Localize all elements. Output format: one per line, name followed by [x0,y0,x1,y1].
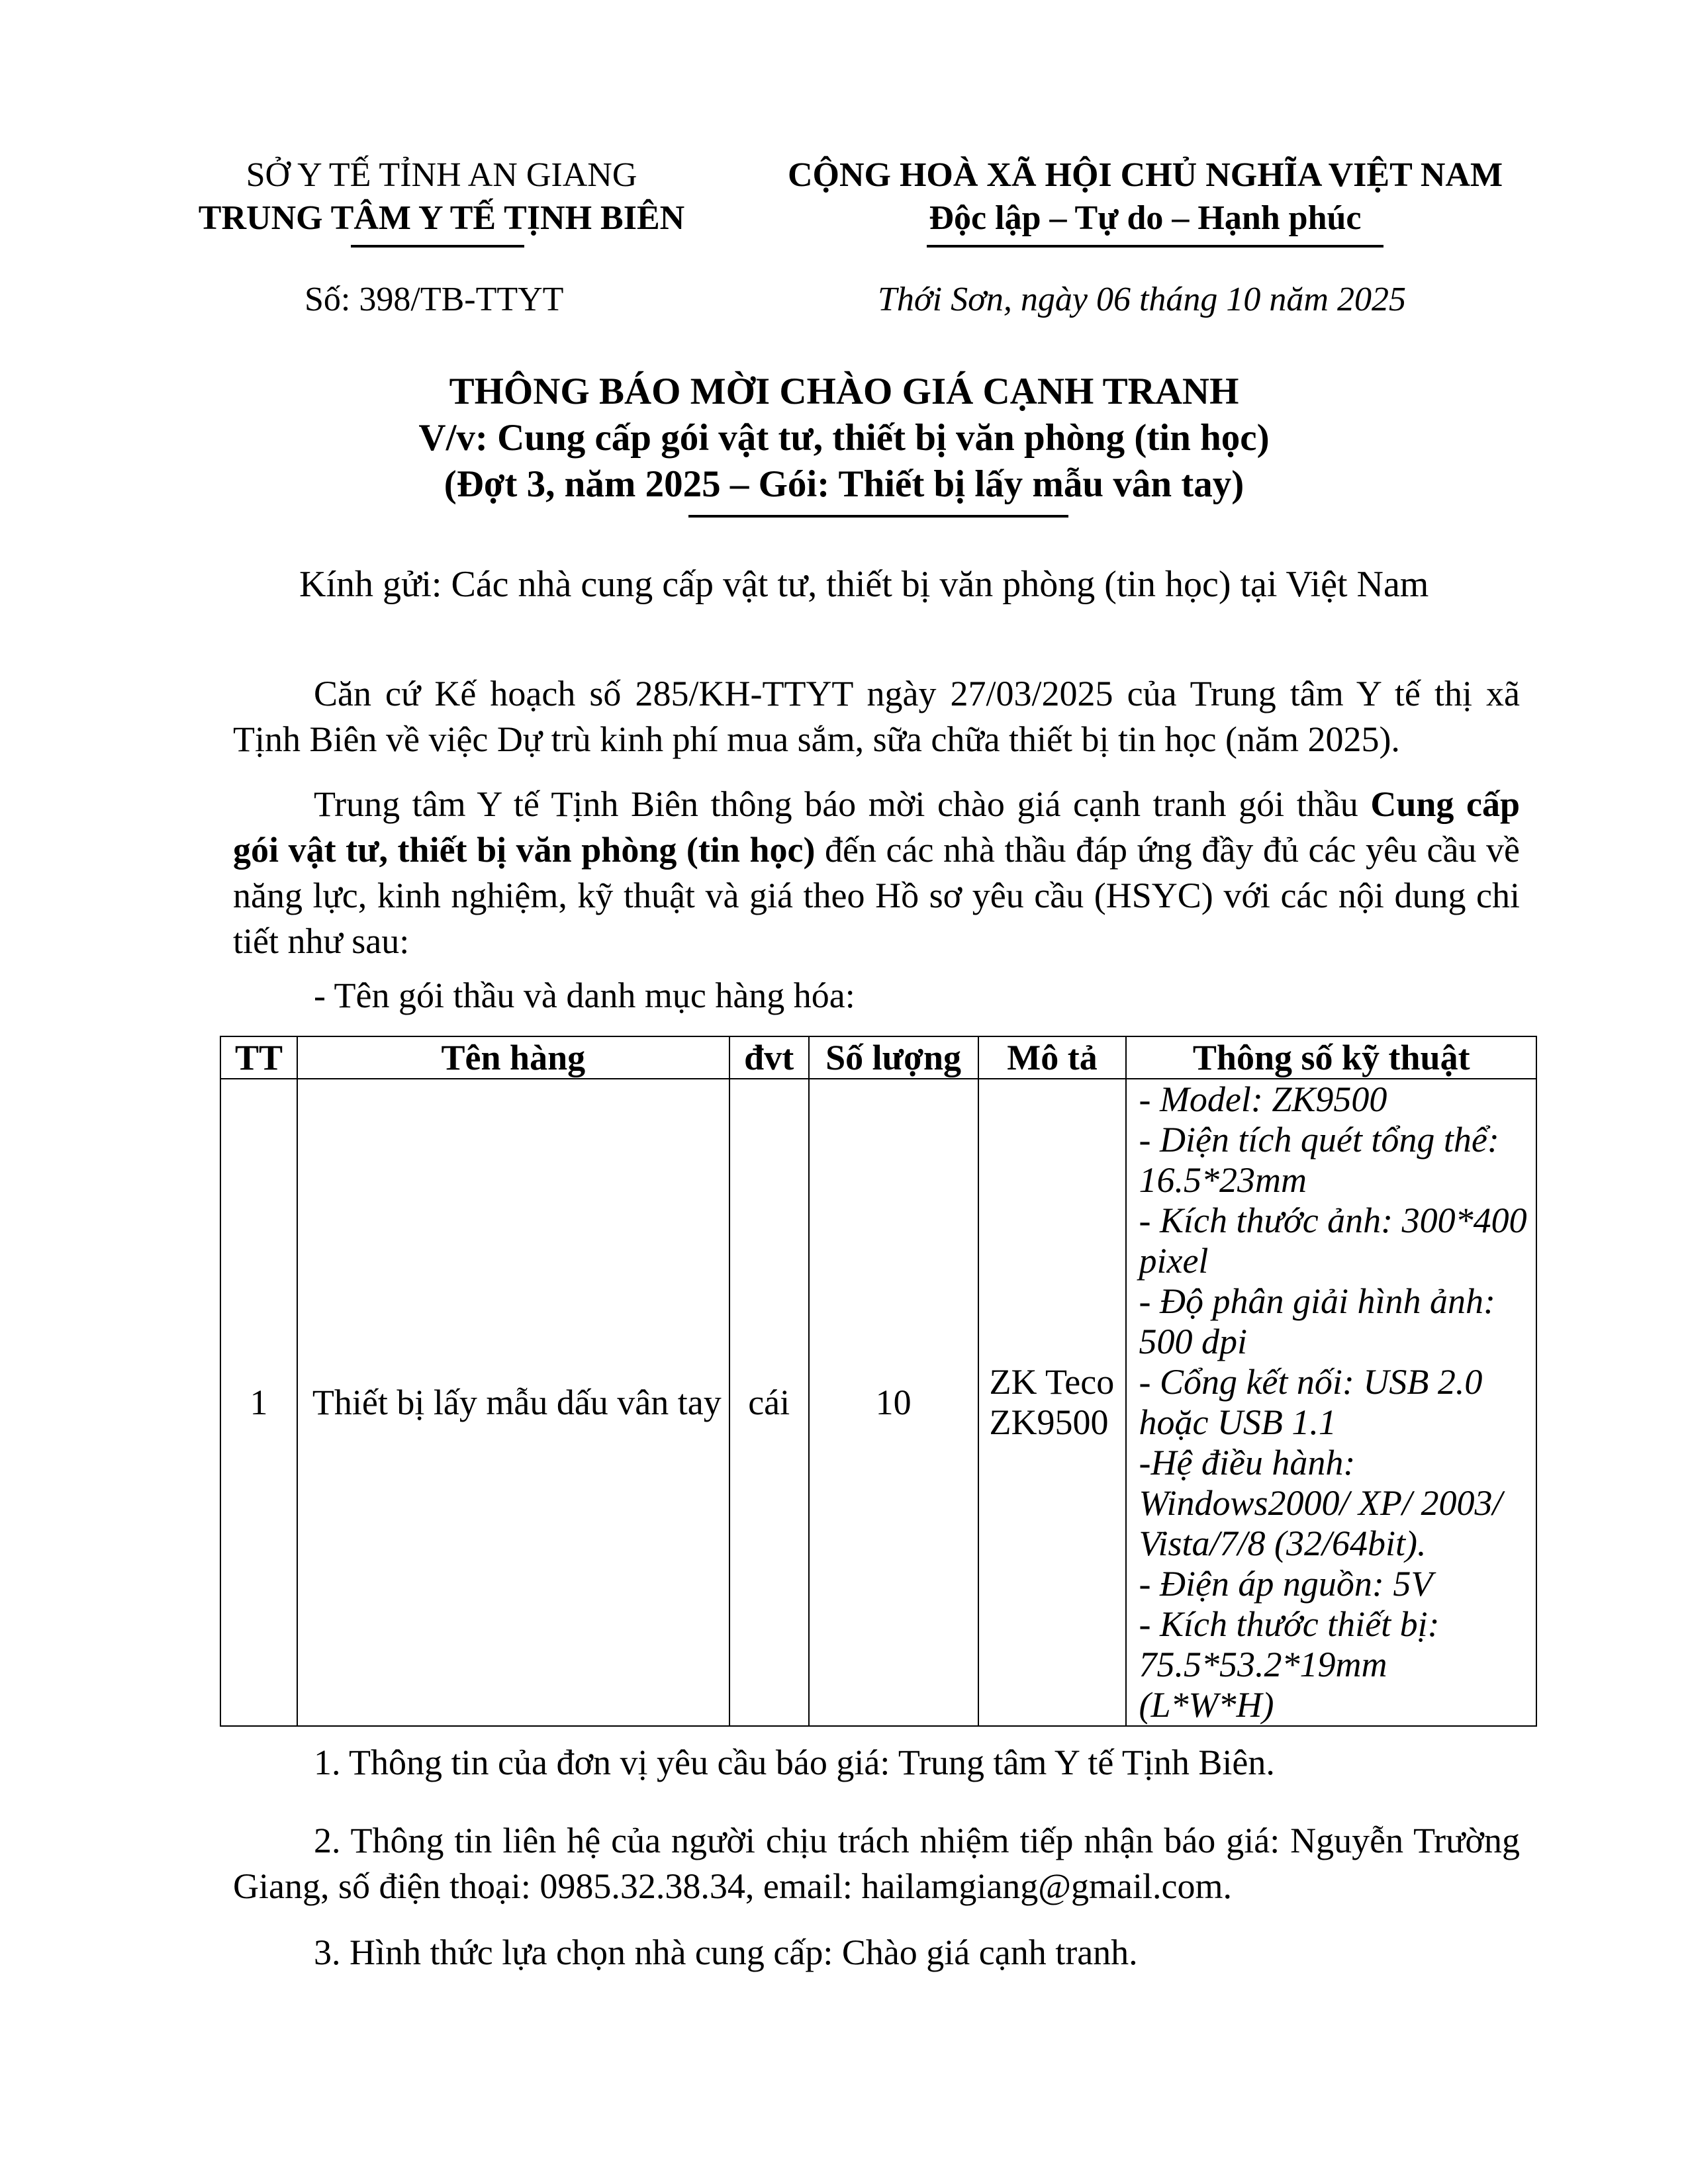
item-contact-info: 2. Thông tin liên hệ của người chịu trách nhiệm tiếp nhận báo giá: Nguyễn Trường Giang, số điện thoại: 0985.32.38.34, email: hailamgiang@gmail.com. [233,1821,1520,1906]
agency-name: TRUNG TÂM Y TẾ TỊNH BIÊN [198,199,685,237]
header-description: Mô tả [978,1036,1127,1079]
spec-dimensions: - Kích thước thiết bị: 75.5*53.2*19mm (L*W*H) [1139,1604,1440,1725]
spec-model: - Model: ZK9500 [1139,1079,1387,1119]
spec-os: -Hệ điều hành: Windows2000/ XP/ 2003/ Vista/7/8 (32/64bit). [1139,1443,1503,1563]
table-header-row [220,1036,1536,1079]
spec-resolution: - Độ phân giải hình ảnh: 500 dpi [1139,1281,1495,1361]
invitation-text-start: Trung tâm Y tế Tịnh Biên thông báo mời chào giá cạnh tranh gói thầu [314,784,1371,824]
cell-item-name: Thiết bị lấy mẫu dấu vân tay [297,1079,729,1726]
legal-basis-paragraph: Căn cứ Kế hoạch số 285/KH-TTYT ngày 27/03/2025 của Trung tâm Y tế thị xã Tịnh Biên về việc Dự trù kinh phí mua sắm, sữa chữa thiết bị tin học (năm 2025). [233,674,1520,759]
place-date: Thới Sơn, ngày 06 tháng 10 năm 2025 [878,281,1406,318]
agency-underline [351,245,524,248]
cell-unit: cái [729,1079,809,1726]
header-unit: đvt [729,1036,809,1079]
item-selection-method: 3. Hình thức lựa chọn nhà cung cấp: Chào giá cạnh tranh. [314,1933,1138,1972]
spec-voltage: - Điện áp nguồn: 5V [1139,1564,1433,1604]
document-subtitle: (Đợt 3, năm 2025 – Gói: Thiết bị lấy mẫu vân tay) [444,463,1244,505]
cell-quantity: 10 [809,1079,978,1726]
invitation-paragraph [233,782,1520,964]
title-underline [688,515,1068,518]
cell-specifications [1126,1079,1536,1726]
spec-interface: - Cổng kết nối: USB 2.0 hoặc USB 1.1 [1139,1362,1483,1442]
invitation-text-end: đến các nhà thầu đáp ứng đầy đủ các yêu cầu về năng lực, kinh nghiệm, kỹ thuật và giá theo Hồ sơ yêu cầu (HSYC) với các nội dung chi tiết như sau: [233,830,1520,961]
header-quantity: Số lượng [809,1036,978,1079]
goods-table [220,1036,1537,1727]
item-requester-info: 1. Thông tin của đơn vị yêu cầu báo giá: Trung tâm Y tế Tịnh Biên. [314,1743,1275,1782]
document-subject: V/v: Cung cấp gói vật tư, thiết bị văn phòng (tin học) [418,417,1270,459]
header-specifications: Thông số kỹ thuật [1126,1036,1536,1079]
spec-image-size: - Kích thước ảnh: 300*400 pixel [1139,1201,1527,1281]
cell-tt: 1 [220,1079,297,1726]
agency-parent-name: SỞ Y TẾ TỈNH AN GIANG [246,156,637,194]
spec-scan-area: - Diện tích quét tổng thể: 16.5*23mm [1139,1120,1499,1200]
recipient-line: Kính gửi: Các nhà cung cấp vật tư, thiết bị văn phòng (tin học) tại Việt Nam [299,564,1429,605]
table-row [220,1079,1536,1726]
list-intro: - Tên gói thầu và danh mục hàng hóa: [314,976,855,1015]
package-name-bold: Cung cấp gói vật tư, thiết bị văn phòng (tin học) [233,784,1520,870]
national-title: CỘNG HOÀ XÃ HỘI CHỦ NGHĨA VIỆT NAM [787,156,1503,194]
cell-description: ZK Teco ZK9500 [978,1079,1127,1726]
document-number: Số: 398/TB-TTYT [305,281,564,318]
header-item-name: Tên hàng [297,1036,729,1079]
document-title: THÔNG BÁO MỜI CHÀO GIÁ CẠNH TRANH [449,371,1239,412]
header-tt: TT [220,1036,297,1079]
motto-underline [927,245,1383,248]
national-motto: Độc lập – Tự do – Hạnh phúc [929,199,1362,237]
